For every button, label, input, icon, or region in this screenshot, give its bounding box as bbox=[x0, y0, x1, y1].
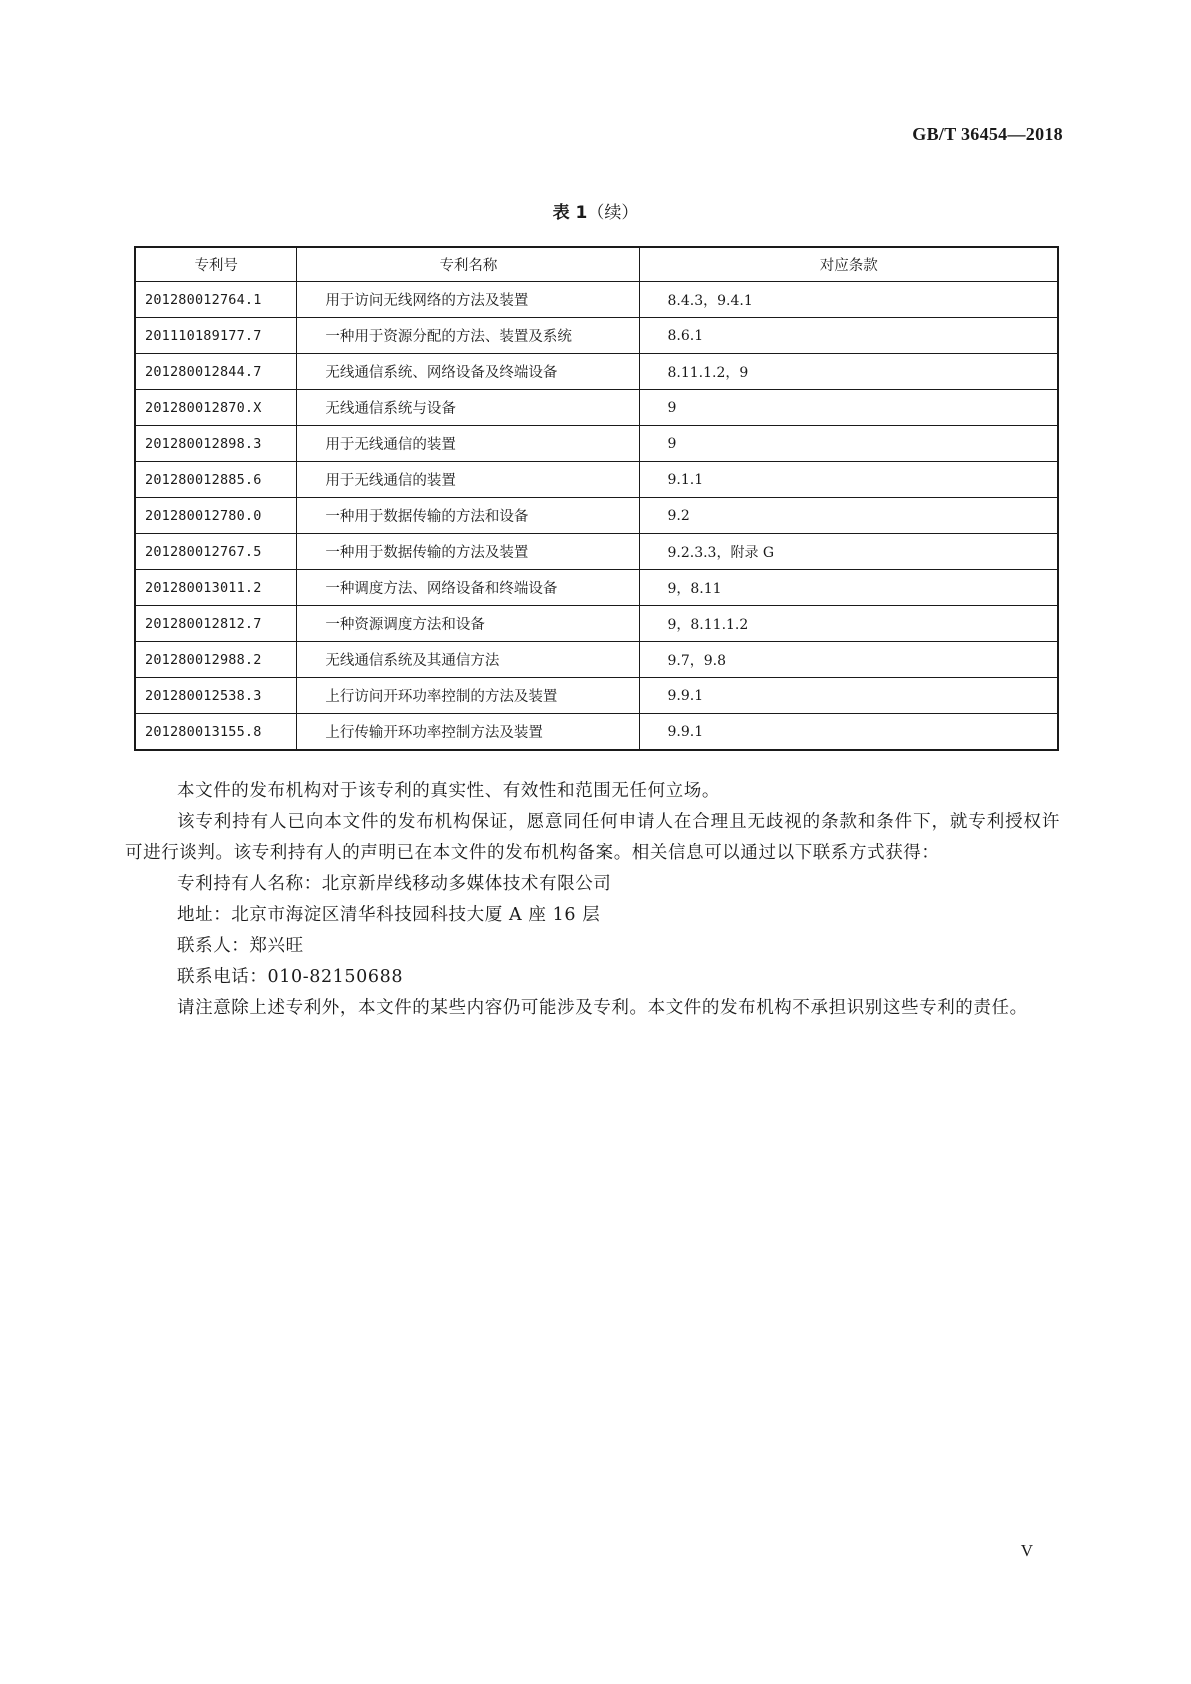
cell-clause: 8.6.1 bbox=[640, 318, 1058, 354]
cell-patent-name: 无线通信系统及其通信方法 bbox=[297, 642, 640, 678]
cell-patent-name: 用于无线通信的装置 bbox=[297, 426, 640, 462]
cell-clause: 8.4.3，9.4.1 bbox=[640, 282, 1058, 318]
cell-patent-name: 用于访问无线网络的方法及装置 bbox=[297, 282, 640, 318]
table-row bbox=[135, 354, 1058, 390]
table-row bbox=[135, 678, 1058, 714]
paragraph-licensing-assurance: 该专利持有人已向本文件的发布机构保证，愿意同任何申请人在合理且无歧视的条款和条件下，就专利授权许可进行谈判。该专利持有人的声明已在本文件的发布机构备案。相关信息可以通过以下联系方式获得： bbox=[125, 812, 1060, 863]
paragraph-no-position: 本文件的发布机构对于该专利的真实性、有效性和范围无任何立场。 bbox=[177, 781, 720, 801]
cell-clause: 9.7，9.8 bbox=[640, 642, 1058, 678]
cell-patent-name: 一种资源调度方法和设备 bbox=[297, 606, 640, 642]
paragraph-address: 地址：北京市海淀区清华科技园科技大厦 A 座 16 层 bbox=[177, 905, 601, 925]
cell-patent-number: 201280013011.2 bbox=[135, 570, 297, 606]
table-row bbox=[135, 426, 1058, 462]
cell-clause: 9 bbox=[640, 426, 1058, 462]
cell-patent-number: 201280012885.6 bbox=[135, 462, 297, 498]
cell-patent-name: 无线通信系统与设备 bbox=[297, 390, 640, 426]
table-body bbox=[135, 282, 1058, 751]
body-text bbox=[125, 776, 1060, 1024]
cell-patent-number: 201280013155.8 bbox=[135, 714, 297, 751]
cell-patent-number: 201280012812.7 bbox=[135, 606, 297, 642]
patent-table bbox=[134, 246, 1059, 751]
table-header-row bbox=[135, 247, 1058, 282]
table-row bbox=[135, 498, 1058, 534]
cell-patent-number: 201280012780.0 bbox=[135, 498, 297, 534]
table-row bbox=[135, 642, 1058, 678]
table-row bbox=[135, 462, 1058, 498]
cell-patent-number: 201280012764.1 bbox=[135, 282, 297, 318]
cell-clause: 9，8.11.1.2 bbox=[640, 606, 1058, 642]
page-number: V bbox=[1020, 1541, 1033, 1560]
cell-clause: 8.11.1.2，9 bbox=[640, 354, 1058, 390]
cell-patent-name: 无线通信系统、网络设备及终端设备 bbox=[297, 354, 640, 390]
cell-clause: 9.9.1 bbox=[640, 714, 1058, 751]
cell-clause: 9.2.3.3，附录 G bbox=[640, 534, 1058, 570]
table-row bbox=[135, 318, 1058, 354]
cell-patent-name: 用于无线通信的装置 bbox=[297, 462, 640, 498]
cell-clause: 9.1.1 bbox=[640, 462, 1058, 498]
table-row bbox=[135, 534, 1058, 570]
cell-patent-name: 上行访问开环功率控制的方法及装置 bbox=[297, 678, 640, 714]
cell-patent-number: 201280012844.7 bbox=[135, 354, 297, 390]
table-caption bbox=[0, 198, 1191, 223]
cell-clause: 9.9.1 bbox=[640, 678, 1058, 714]
cell-patent-number: 201280012767.5 bbox=[135, 534, 297, 570]
cell-patent-number: 201280012538.3 bbox=[135, 678, 297, 714]
cell-clause: 9，8.11 bbox=[640, 570, 1058, 606]
cell-patent-name: 一种用于数据传输的方法和设备 bbox=[297, 498, 640, 534]
cell-patent-name: 一种用于数据传输的方法及装置 bbox=[297, 534, 640, 570]
paragraph-contact-person: 联系人：郑兴旺 bbox=[177, 936, 304, 956]
cell-patent-name: 一种用于资源分配的方法、装置及系统 bbox=[297, 318, 640, 354]
cell-patent-name: 上行传输开环功率控制方法及装置 bbox=[297, 714, 640, 751]
cell-clause: 9.2 bbox=[640, 498, 1058, 534]
table-row bbox=[135, 282, 1058, 318]
table-row bbox=[135, 570, 1058, 606]
cell-patent-name: 一种调度方法、网络设备和终端设备 bbox=[297, 570, 640, 606]
cell-clause: 9 bbox=[640, 390, 1058, 426]
cell-patent-number: 201110189177.7 bbox=[135, 318, 297, 354]
cell-patent-number: 201280012988.2 bbox=[135, 642, 297, 678]
paragraph-holder-name: 专利持有人名称：北京新岸线移动多媒体技术有限公司 bbox=[177, 874, 612, 894]
table-caption-label: 表 1 bbox=[552, 203, 588, 223]
column-header-clause: 对应条款 bbox=[640, 247, 1058, 282]
column-header-patent-number: 专利号 bbox=[135, 247, 297, 282]
table-row bbox=[135, 714, 1058, 751]
paragraph-disclaimer: 请注意除上述专利外，本文件的某些内容仍可能涉及专利。本文件的发布机构不承担识别这些专利的责任。 bbox=[177, 998, 1028, 1018]
standard-code: GB/T 36454—2018 bbox=[912, 124, 1063, 144]
paragraph-phone: 联系电话：010-82150688 bbox=[177, 967, 404, 987]
table-row bbox=[135, 606, 1058, 642]
cell-patent-number: 201280012870.X bbox=[135, 390, 297, 426]
table-caption-suffix: （续） bbox=[587, 203, 639, 223]
column-header-patent-name: 专利名称 bbox=[297, 247, 640, 282]
table-row bbox=[135, 390, 1058, 426]
cell-patent-number: 201280012898.3 bbox=[135, 426, 297, 462]
